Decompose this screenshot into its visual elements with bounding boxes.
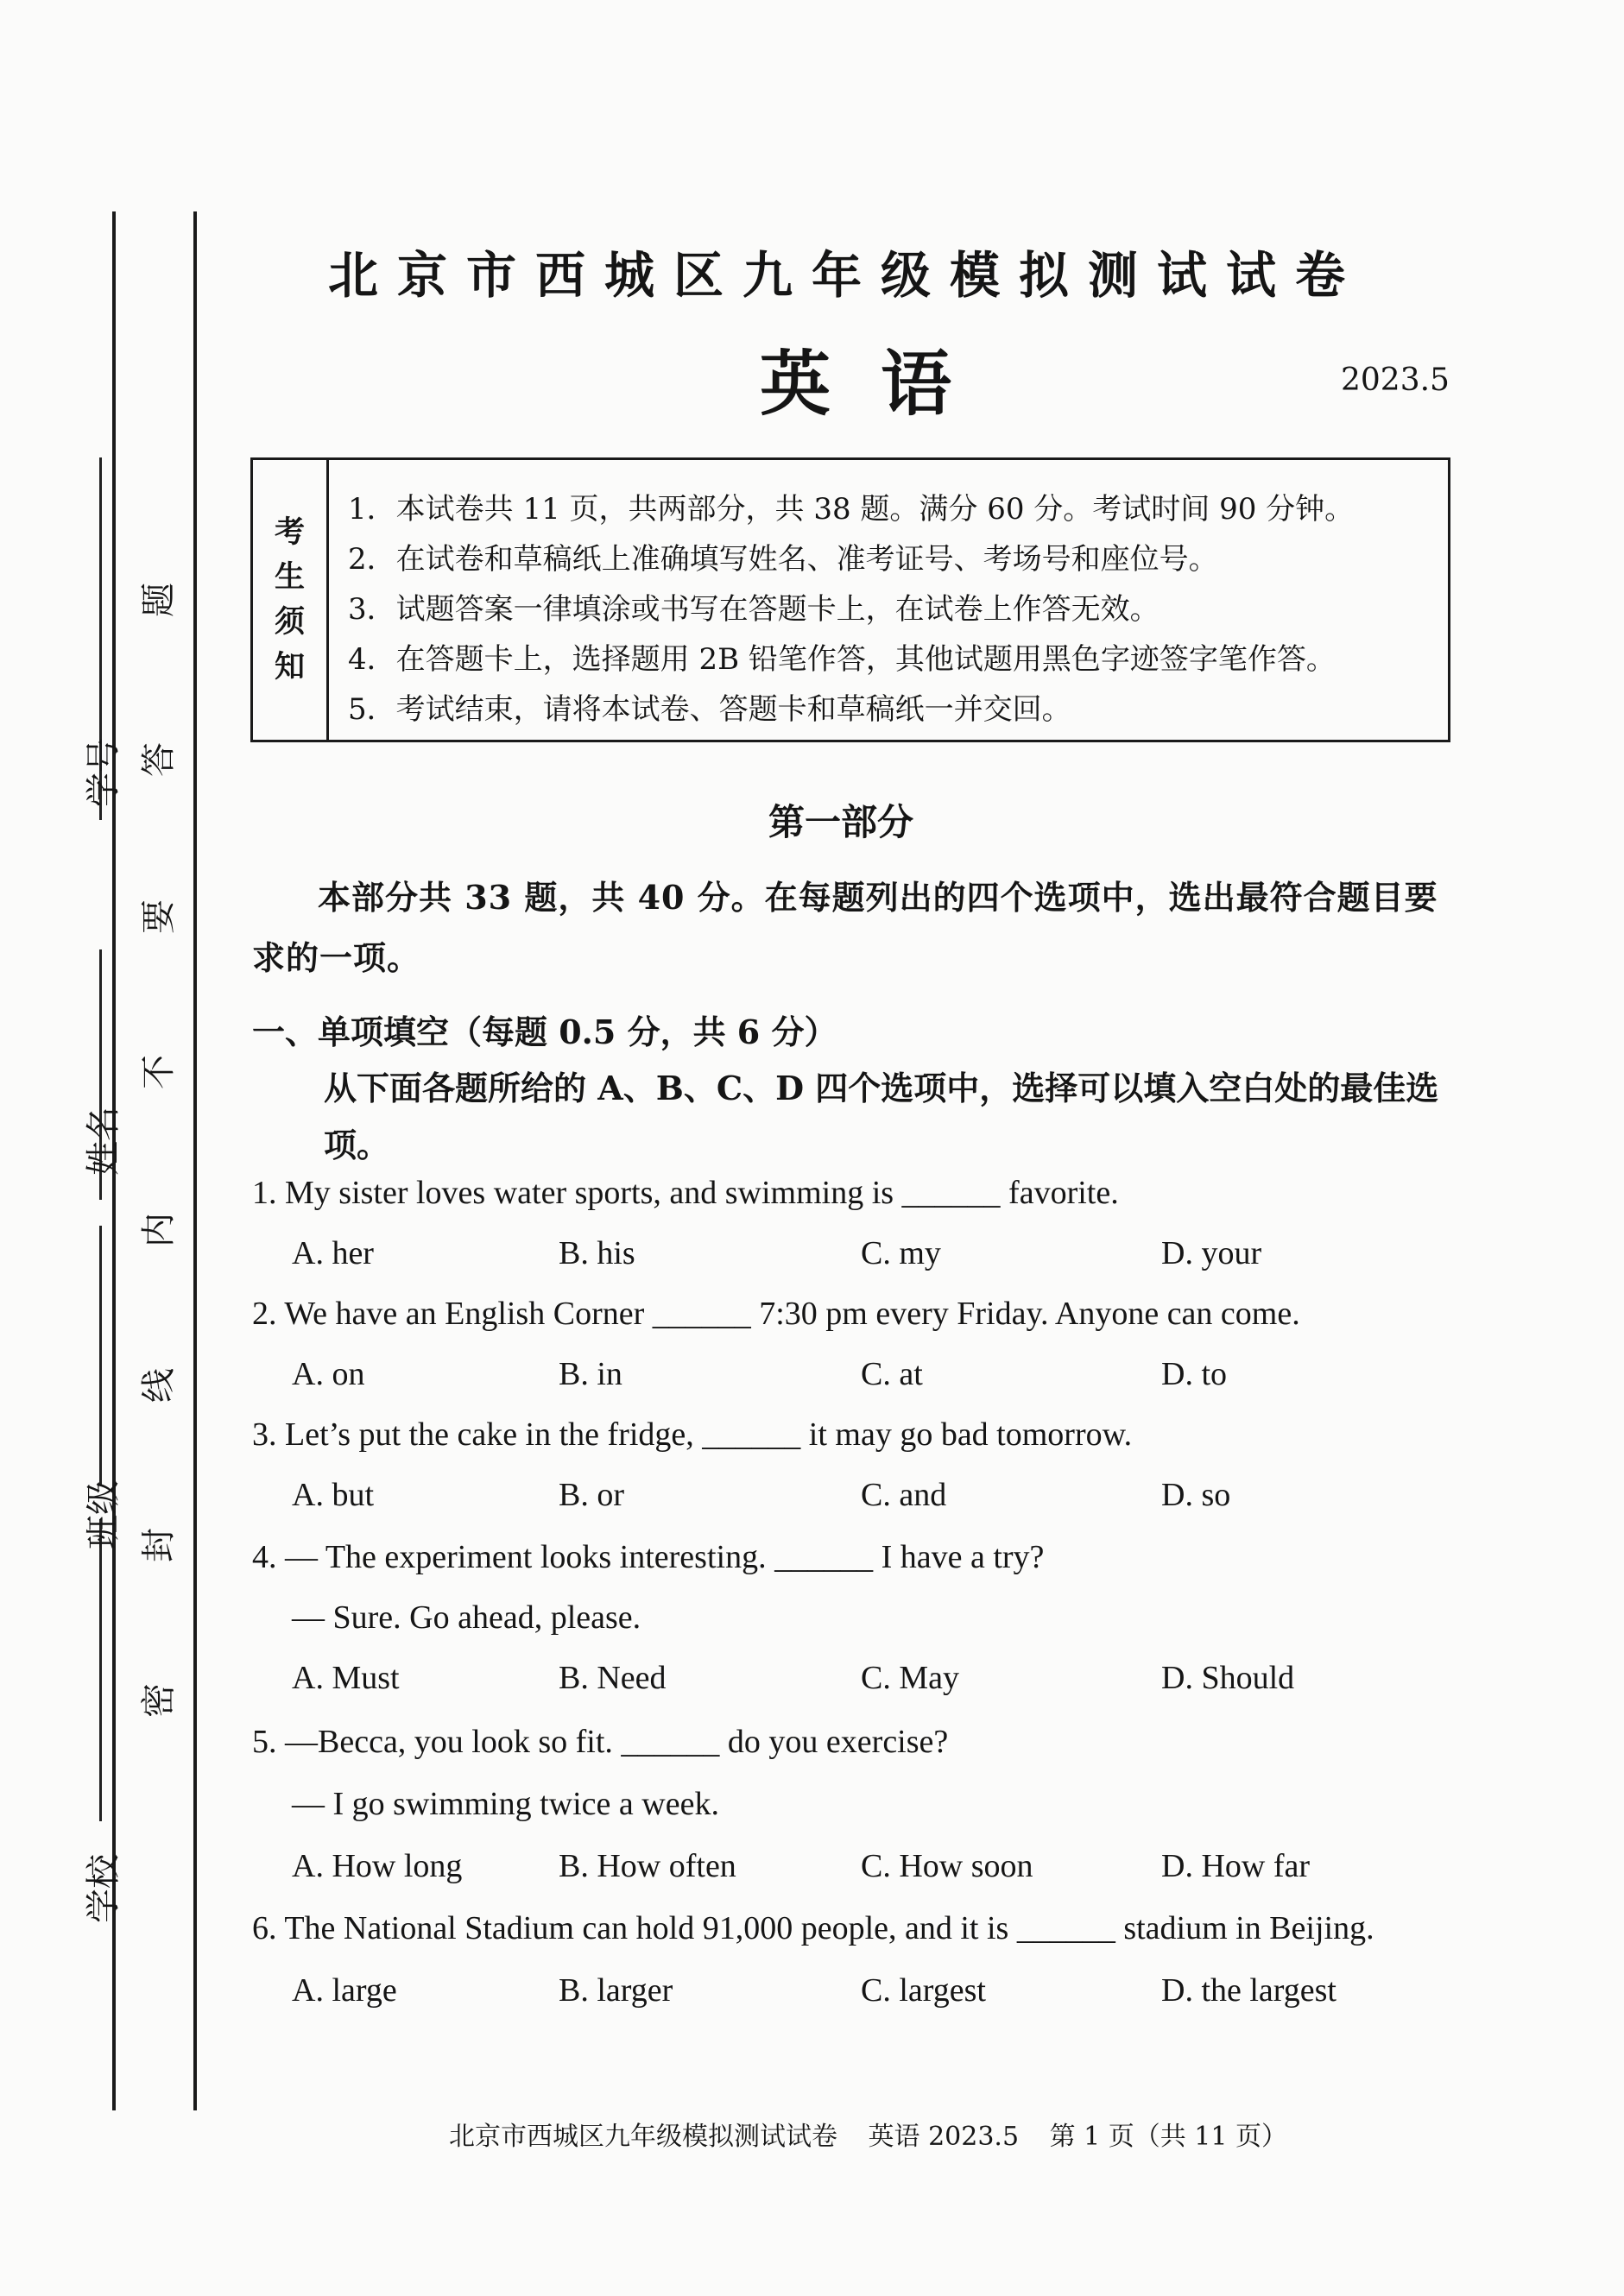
candidate-notice-box <box>250 457 1450 742</box>
seal-char: 不 <box>139 1055 179 1089</box>
notice-label-char: 知 <box>274 649 305 684</box>
notice-label-char: 考 <box>274 514 305 550</box>
seal-char: 答 <box>139 742 179 777</box>
question-reply: — I go swimming twice a week. <box>292 1786 719 1822</box>
option-a: A. her <box>292 1235 374 1271</box>
seal-char: 封 <box>139 1528 179 1562</box>
exam-date: 2023.5 <box>1341 363 1450 398</box>
question-stem: 2. We have an English Corner ______ 7:30 pm every Friday. Anyone can come. <box>252 1296 1300 1332</box>
notice-item: 4．在答题卡上，选择题用 2B 铅笔作答，其他试题用黑色字迹签字笔作答。 <box>348 642 1336 677</box>
section-heading: 一、单项填空（每题 0.5 分，共 6 分） <box>252 1012 837 1051</box>
option-a: A. on <box>292 1356 365 1392</box>
option-d: D. so <box>1161 1477 1231 1513</box>
option-c: C. May <box>861 1660 959 1696</box>
notice-label-char: 生 <box>274 559 305 595</box>
option-d: D. the largest <box>1161 1972 1336 2009</box>
question-stem: 6. The National Stadium can hold 91,000 people, and it is ______ stadium in Beijing. <box>252 1910 1374 1946</box>
field-label-school: 学校 <box>84 1854 123 1923</box>
subject-title: 英语 <box>760 343 1002 426</box>
notice-label <box>253 460 329 740</box>
option-b: B. Need <box>559 1660 667 1696</box>
field-label-class: 班级 <box>84 1480 123 1549</box>
option-d: D. to <box>1161 1356 1227 1392</box>
option-a: A. How long <box>292 1848 463 1884</box>
exam-title: 北京市西城区九年级模拟测试试卷 <box>328 246 1365 305</box>
page-footer <box>449 2115 1310 2153</box>
notice-item: 3．试题答案一律填涂或书写在答题卡上，在试卷上作答无效。 <box>348 592 1160 627</box>
footer-page-number: 第 1 页（共 11 页） <box>1049 2122 1288 2152</box>
section-instruction: 从下面各题所给的 A、B、C、D 四个选项中，选择可以填入空白处的最佳选项。 <box>324 1069 1439 1164</box>
field-label-student-id: 学号 <box>84 738 123 807</box>
option-b: B. larger <box>559 1972 673 2009</box>
field-underline-school <box>99 1519 102 1821</box>
notice-item: 1．本试卷共 11 页，共两部分，共 38 题。满分 60 分。考试时间 90 分钟。 <box>348 492 1355 527</box>
seal-char: 密 <box>139 1683 179 1718</box>
option-c: C. and <box>861 1477 947 1513</box>
option-b: B. his <box>559 1235 635 1271</box>
option-c: C. largest <box>861 1972 986 2009</box>
binding-line-inner <box>193 211 197 2110</box>
option-b: B. or <box>559 1477 624 1513</box>
question-stem: 3. Let’s put the cake in the fridge, ______ it may go bad tomorrow. <box>252 1416 1133 1453</box>
option-c: C. at <box>861 1356 923 1392</box>
field-label-name: 姓名 <box>84 1107 123 1176</box>
question-stem: 1. My sister loves water sports, and swimming is ______ favorite. <box>252 1175 1119 1211</box>
option-a: A. Must <box>292 1660 400 1696</box>
part-intro: 本部分共 33 题，共 40 分。在每题列出的四个选项中，选出最符合题目要求的一项。 <box>252 878 1438 977</box>
field-underline-class <box>99 1226 102 1485</box>
part-title: 第一部分 <box>768 801 914 843</box>
notice-item: 5．考试结束，请将本试卷、答题卡和草稿纸一并交回。 <box>348 692 1071 727</box>
option-c: C. How soon <box>861 1848 1033 1884</box>
question-stem: 4. — The experiment looks interesting. ______ I have a try? <box>252 1539 1045 1575</box>
option-b: B. in <box>559 1356 622 1392</box>
question-reply: — Sure. Go ahead, please. <box>292 1599 641 1636</box>
notice-item: 2．在试卷和草稿纸上准确填写姓名、准考证号、考场号和座位号。 <box>348 542 1218 577</box>
seal-char: 题 <box>139 583 179 617</box>
footer-exam-name: 北京市西城区九年级模拟测试试卷 <box>449 2122 837 2152</box>
seal-char: 线 <box>139 1368 179 1403</box>
notice-label-char: 须 <box>274 604 305 640</box>
footer-subject-date: 英语 2023.5 <box>868 2122 1020 2152</box>
question-stem: 5. —Becca, you look so fit. ______ do you exercise? <box>252 1724 949 1760</box>
seal-char: 要 <box>139 899 179 934</box>
option-d: D. your <box>1161 1235 1262 1271</box>
option-a: A. large <box>292 1972 397 2009</box>
option-b: B. How often <box>559 1848 736 1884</box>
option-c: C. my <box>861 1235 941 1271</box>
seal-char: 内 <box>139 1213 179 1247</box>
option-d: D. Should <box>1161 1660 1295 1696</box>
notice-list <box>348 484 1431 735</box>
option-a: A. but <box>292 1477 374 1513</box>
option-d: D. How far <box>1161 1848 1311 1884</box>
